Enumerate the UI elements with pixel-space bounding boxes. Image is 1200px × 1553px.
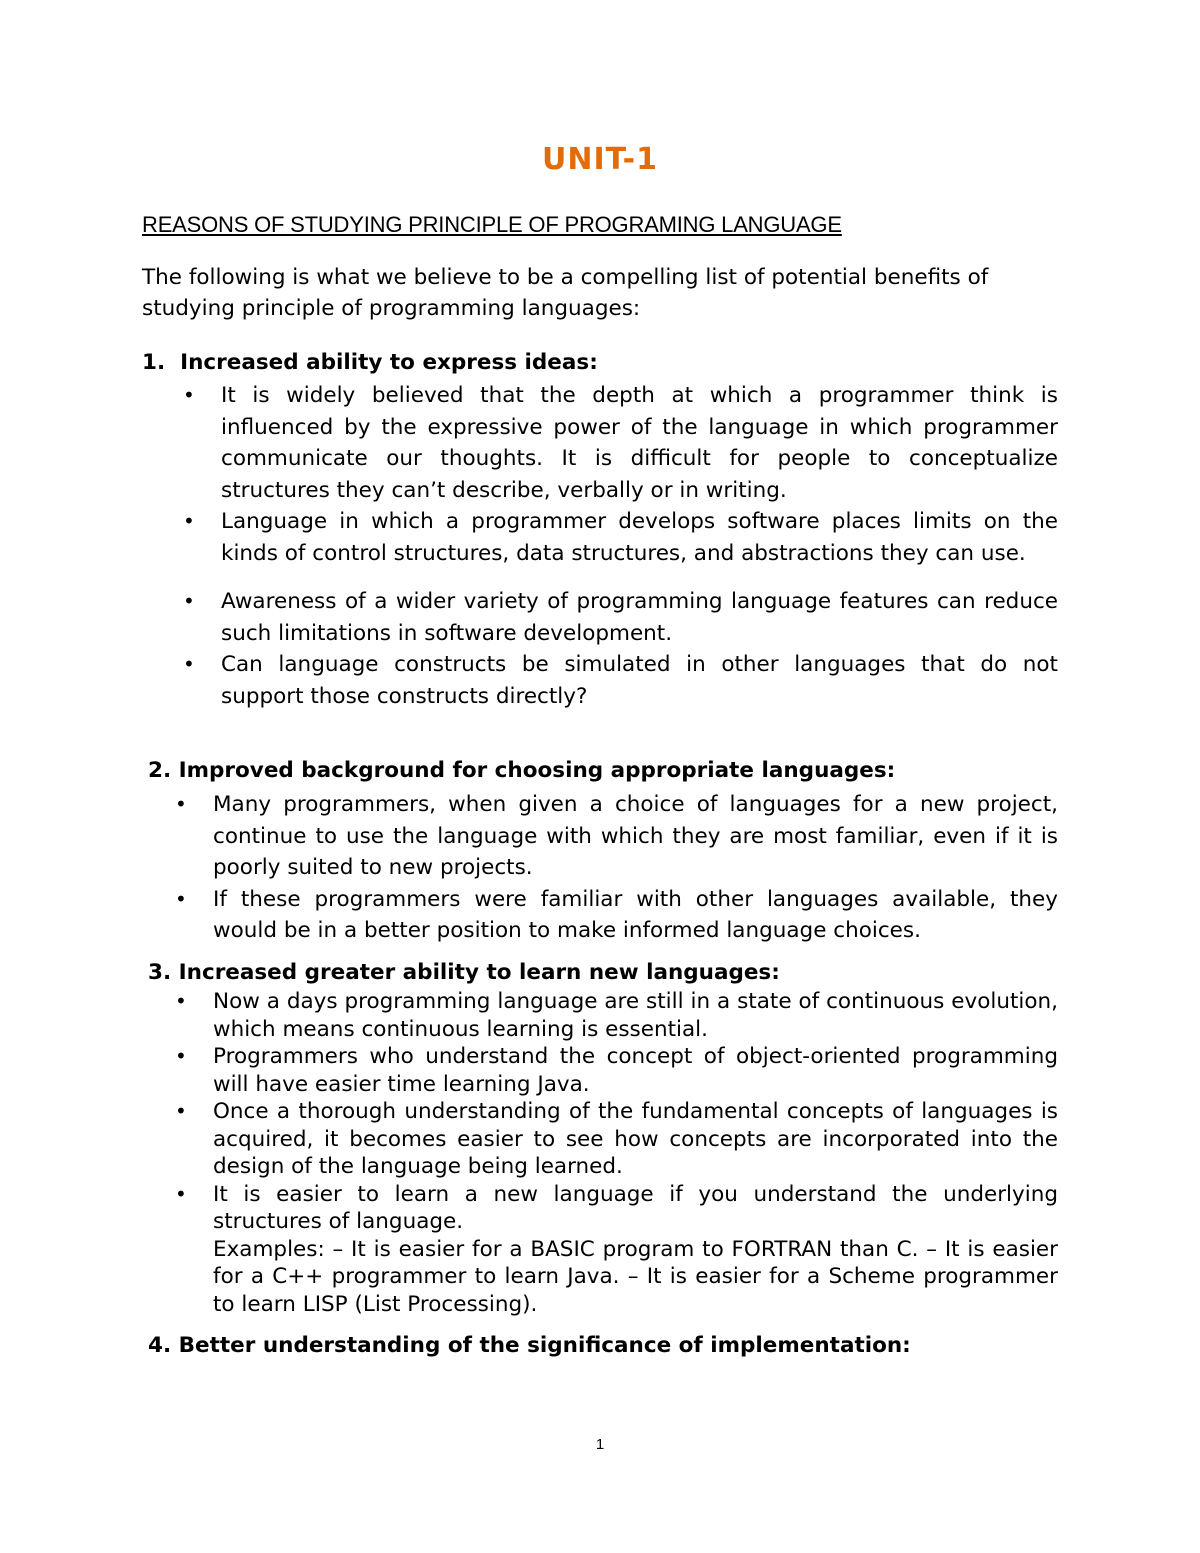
examples-text: Examples: – It is easier for a BASIC program to FORTRAN than C. – It is easier for a C++ programmer to learn Java. – It is easier for a Scheme programmer to learn LISP (List Processing).	[213, 1236, 1058, 1317]
list-item	[175, 789, 1058, 884]
unit-title: UNIT-1	[541, 142, 658, 177]
bullet-text: Awareness of a wider variety of programming language features can reduce such limitations in software development.	[221, 589, 1058, 646]
bullet-icon: •	[175, 1181, 187, 1206]
section-heading: Better understanding of the significance of implementation:	[178, 1333, 911, 1358]
section-number: 3.	[148, 960, 172, 985]
section-1-title	[142, 350, 598, 375]
bullet-text: Many programmers, when given a choice of languages for a new project, continue to use the language with which they are most familiar, even if it is poorly suited to new projects.	[213, 792, 1058, 880]
section-heading: Increased greater ability to learn new languages:	[178, 960, 780, 985]
list-item	[175, 1043, 1058, 1098]
section-heading: Increased ability to express ideas:	[180, 350, 598, 375]
bullet-text: It is easier to learn a new language if you understand the underlying structures of language.	[213, 1181, 1058, 1234]
list-item	[175, 988, 1058, 1043]
bullet-icon: •	[183, 383, 195, 407]
list-item	[175, 1098, 1058, 1181]
section-2-bullet-list	[175, 789, 1058, 947]
list-item	[183, 380, 1058, 506]
bullet-text: It is widely believed that the depth at which a programmer think is influenced by the expressive power of the language in which programmer communicate our thoughts. It is difficult for people to conceptualize structures they can’t describe, verbally or in writing.	[221, 383, 1058, 503]
list-item	[183, 649, 1058, 712]
section-number: 4.	[148, 1333, 172, 1358]
list-item	[183, 586, 1058, 649]
bullet-icon: •	[175, 886, 187, 911]
bullet-text: Now a days programming language are still in a state of continuous evolution, which means continuous learning is essential.	[213, 989, 1058, 1042]
page-number: 1	[595, 1436, 605, 1453]
bullet-icon: •	[175, 989, 187, 1013]
bullet-icon: •	[175, 792, 187, 816]
main-heading: REASONS OF STUDYING PRINCIPLE OF PROGRAMING LANGUAGE	[142, 212, 842, 237]
section-1-bullet-list	[183, 380, 1058, 712]
bullet-text: Language in which a programmer develops software places limits on the kinds of control structures, data structures, and abstractions they can use.	[221, 509, 1058, 566]
section-3-bullet-list	[175, 988, 1058, 1318]
section-heading: Improved background for choosing appropriate languages:	[178, 758, 896, 783]
section-number: 2.	[148, 758, 172, 783]
bullet-icon: •	[175, 1044, 187, 1068]
list-item	[175, 1181, 1058, 1319]
section-4-title	[148, 1333, 911, 1358]
bullet-text: Programmers who understand the concept of object-oriented programming will have easier time learning Java.	[213, 1044, 1058, 1097]
bullet-icon: •	[175, 1099, 187, 1123]
bullet-icon: •	[183, 509, 195, 533]
section-2-title	[148, 758, 895, 783]
section-number: 1.	[142, 350, 166, 375]
bullet-icon: •	[183, 652, 195, 676]
bullet-text: If these programmers were familiar with other languages available, they would be in a better position to make informed language choices.	[213, 886, 1058, 943]
list-item	[183, 506, 1058, 569]
section-3-title	[148, 960, 780, 985]
intro-paragraph: The following is what we believe to be a compelling list of potential benefits of studying principle of programming languages:	[142, 265, 989, 321]
bullet-text: Can language constructs be simulated in other languages that do not support those constructs directly?	[221, 652, 1058, 709]
bullet-icon: •	[183, 589, 195, 613]
bullet-text: Once a thorough understanding of the fundamental concepts of languages is acquired, it becomes easier to see how concepts are incorporated into the design of the language being learned.	[213, 1099, 1058, 1179]
list-item	[175, 884, 1058, 947]
